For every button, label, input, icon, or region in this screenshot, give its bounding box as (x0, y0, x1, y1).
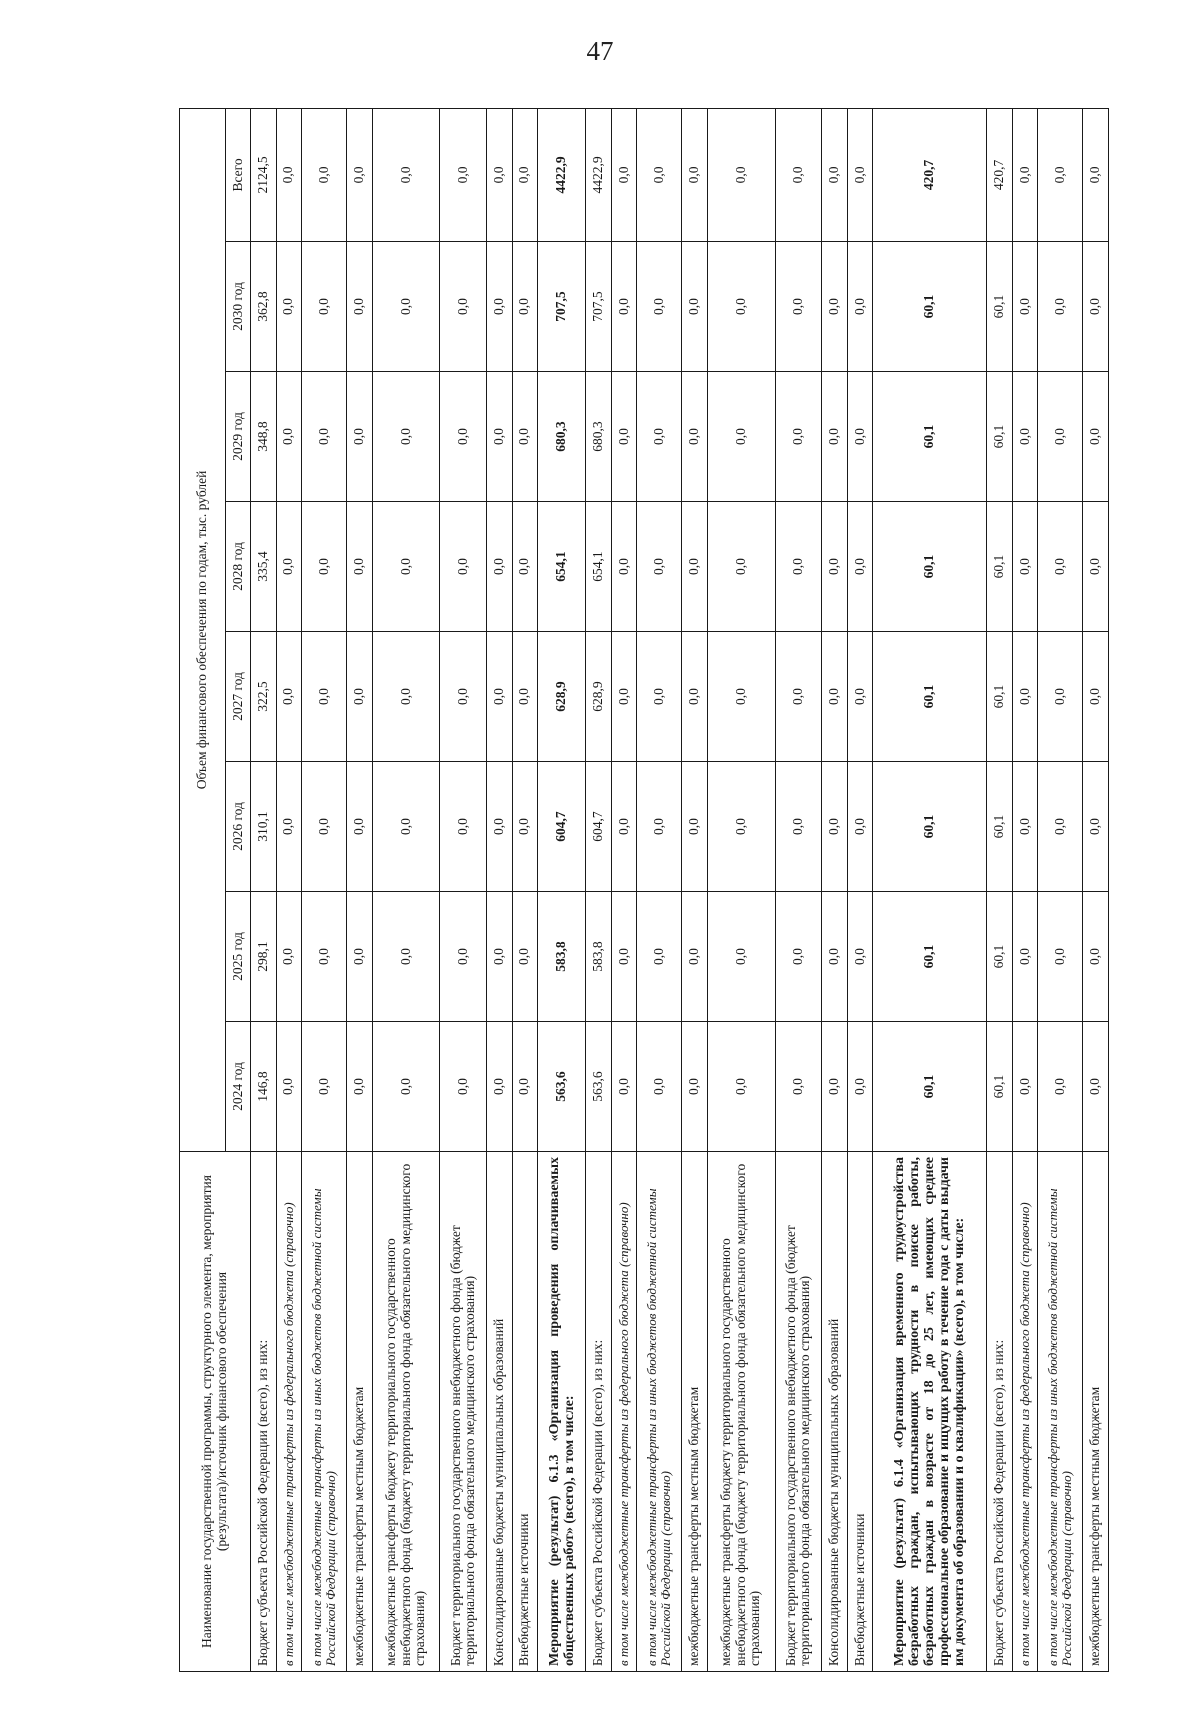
row-value: 0,0 (276, 372, 302, 502)
row-value: 0,0 (512, 892, 538, 1022)
row-value: 0,0 (637, 502, 682, 632)
row-value: 0,0 (611, 242, 637, 372)
row-value: 0,0 (440, 1022, 487, 1152)
row-value: 0,0 (707, 632, 775, 762)
row-value: 60,1 (987, 242, 1013, 372)
row-value: 0,0 (1083, 1022, 1109, 1152)
table-row (251, 108, 277, 1671)
row-value: 0,0 (682, 762, 708, 892)
row-value: 0,0 (822, 108, 848, 241)
row-value: 604,7 (538, 762, 586, 892)
row-value: 0,0 (611, 762, 637, 892)
row-value: 0,0 (611, 892, 637, 1022)
table-row (847, 108, 873, 1671)
row-value: 60,1 (873, 632, 987, 762)
row-value: 0,0 (487, 762, 513, 892)
row-value: 310,1 (251, 762, 277, 892)
row-value: 0,0 (682, 892, 708, 1022)
row-value: 0,0 (775, 892, 822, 1022)
row-value: 362,8 (251, 242, 277, 372)
row-value: 0,0 (775, 502, 822, 632)
table-row (276, 108, 302, 1671)
row-label: Консолидированные бюджеты муниципальных образований (487, 1152, 513, 1672)
table-body (251, 108, 1109, 1671)
row-value: 335,4 (251, 502, 277, 632)
header-financing-group: Объем финансового обеспечения по годам, тыс. рублей (180, 108, 226, 1151)
row-value: 0,0 (512, 1022, 538, 1152)
row-label: Бюджет субъекта Российской Федерации (всего), из них: (586, 1152, 612, 1672)
table-row (372, 108, 440, 1671)
row-value: 0,0 (487, 1022, 513, 1152)
row-value: 60,1 (987, 762, 1013, 892)
row-value: 0,0 (1038, 502, 1083, 632)
row-value: 0,0 (822, 502, 848, 632)
row-label: межбюджетные трансферты местным бюджетам (682, 1152, 708, 1672)
row-value: 583,8 (586, 892, 612, 1022)
row-value: 0,0 (637, 632, 682, 762)
row-value: 146,8 (251, 1022, 277, 1152)
row-value: 0,0 (487, 108, 513, 241)
row-value: 0,0 (372, 242, 440, 372)
row-value: 0,0 (847, 892, 873, 1022)
row-value: 0,0 (847, 762, 873, 892)
table-row (822, 108, 848, 1671)
row-value: 60,1 (873, 372, 987, 502)
row-value: 0,0 (1012, 892, 1038, 1022)
row-value: 0,0 (347, 372, 373, 502)
row-value: 0,0 (822, 892, 848, 1022)
row-value: 0,0 (302, 372, 347, 502)
row-value: 0,0 (1083, 502, 1109, 632)
row-value: 563,6 (586, 1022, 612, 1152)
row-value: 0,0 (682, 242, 708, 372)
table-row (637, 108, 682, 1671)
row-value: 0,0 (847, 242, 873, 372)
table-row (775, 108, 822, 1671)
row-value: 0,0 (1038, 108, 1083, 241)
row-value: 0,0 (440, 242, 487, 372)
table-row (1083, 108, 1109, 1671)
table-row (302, 108, 347, 1671)
row-value: 0,0 (637, 1022, 682, 1152)
row-value: 0,0 (1038, 1022, 1083, 1152)
row-value: 604,7 (586, 762, 612, 892)
row-value: 0,0 (1083, 372, 1109, 502)
row-value: 707,5 (586, 242, 612, 372)
table-row (586, 108, 612, 1671)
row-value: 0,0 (637, 892, 682, 1022)
row-value: 0,0 (372, 762, 440, 892)
header-year-0: 2024 год (226, 1022, 251, 1152)
row-label: в том числе межбюджетные трансферты из федерального бюджета (справочно) (611, 1152, 637, 1672)
table-row (987, 108, 1013, 1671)
row-value: 0,0 (440, 372, 487, 502)
row-value: 0,0 (847, 632, 873, 762)
row-value: 0,0 (512, 372, 538, 502)
rotated-table-wrapper (179, 109, 1109, 1672)
row-value: 0,0 (637, 242, 682, 372)
row-value: 0,0 (302, 1022, 347, 1152)
row-label: Бюджет субъекта Российской Федерации (всего), из них: (987, 1152, 1013, 1672)
row-label: Мероприятие (результат) 6.1.3 «Организация проведения оплачиваемых общественных работ» (всего), в том числе: (538, 1152, 586, 1672)
row-value: 0,0 (775, 108, 822, 241)
row-value: 0,0 (707, 372, 775, 502)
row-value: 0,0 (822, 632, 848, 762)
row-value: 0,0 (276, 242, 302, 372)
page-number: 47 (586, 36, 614, 66)
row-value: 0,0 (276, 1022, 302, 1152)
row-value: 0,0 (822, 372, 848, 502)
row-label: межбюджетные трансферты бюджету территориального государственного внебюджетного фонда (бюджету территориального фонда обязательного медицинского страхования) (372, 1152, 440, 1672)
row-value: 0,0 (1083, 762, 1109, 892)
row-value: 0,0 (372, 892, 440, 1022)
row-value: 0,0 (347, 632, 373, 762)
row-value: 0,0 (347, 502, 373, 632)
row-value: 0,0 (847, 372, 873, 502)
row-value: 60,1 (987, 1022, 1013, 1152)
header-year-2: 2026 год (226, 762, 251, 892)
row-value: 420,7 (873, 108, 987, 241)
row-value: 0,0 (347, 242, 373, 372)
table-row (538, 108, 586, 1671)
row-value: 0,0 (1012, 1022, 1038, 1152)
financing-table (179, 108, 1109, 1672)
row-value: 0,0 (847, 1022, 873, 1152)
row-value: 0,0 (707, 108, 775, 241)
row-value: 0,0 (822, 1022, 848, 1152)
table-row (1038, 108, 1083, 1671)
row-value: 0,0 (512, 762, 538, 892)
row-value: 0,0 (302, 242, 347, 372)
row-value: 0,0 (775, 1022, 822, 1152)
row-label: межбюджетные трансферты местным бюджетам (347, 1152, 373, 1672)
row-value: 298,1 (251, 892, 277, 1022)
table-row (873, 108, 987, 1671)
row-value: 680,3 (538, 372, 586, 502)
row-label: в том числе межбюджетные трансферты из федерального бюджета (справочно) (276, 1152, 302, 1672)
row-value: 0,0 (1083, 892, 1109, 1022)
row-value: 60,1 (873, 892, 987, 1022)
row-label: Консолидированные бюджеты муниципальных образований (822, 1152, 848, 1672)
row-value: 707,5 (538, 242, 586, 372)
row-value: 0,0 (512, 108, 538, 241)
row-value: 0,0 (707, 1022, 775, 1152)
row-value: 0,0 (440, 892, 487, 1022)
row-value: 0,0 (302, 762, 347, 892)
row-value: 60,1 (987, 892, 1013, 1022)
row-value: 0,0 (637, 372, 682, 502)
row-value: 0,0 (682, 1022, 708, 1152)
table-row (440, 108, 487, 1671)
row-value: 0,0 (682, 372, 708, 502)
row-label: Внебюджетные источники (847, 1152, 873, 1672)
row-value: 0,0 (302, 892, 347, 1022)
header-year-4: 2028 год (226, 502, 251, 632)
row-value: 0,0 (372, 108, 440, 241)
header-year-7: Всего (226, 108, 251, 241)
row-value: 0,0 (611, 632, 637, 762)
row-value: 0,0 (487, 892, 513, 1022)
row-value: 0,0 (1012, 108, 1038, 241)
row-value: 0,0 (1083, 632, 1109, 762)
row-value: 0,0 (707, 502, 775, 632)
row-value: 628,9 (586, 632, 612, 762)
header-year-1: 2025 год (226, 892, 251, 1022)
row-value: 0,0 (1012, 502, 1038, 632)
row-value: 0,0 (440, 502, 487, 632)
row-value: 4422,9 (586, 108, 612, 241)
row-value: 0,0 (302, 632, 347, 762)
row-value: 0,0 (372, 1022, 440, 1152)
row-value: 0,0 (707, 892, 775, 1022)
row-value: 0,0 (847, 502, 873, 632)
table-row (611, 108, 637, 1671)
row-value: 0,0 (372, 632, 440, 762)
row-value: 0,0 (276, 762, 302, 892)
row-label: Внебюджетные источники (512, 1152, 538, 1672)
table-row (347, 108, 373, 1671)
row-value: 0,0 (276, 892, 302, 1022)
row-value: 60,1 (873, 1022, 987, 1152)
table-row (512, 108, 538, 1671)
table-row (682, 108, 708, 1671)
row-label: в том числе межбюджетные трансферты из федерального бюджета (справочно) (1012, 1152, 1038, 1672)
row-value: 0,0 (487, 372, 513, 502)
row-value: 60,1 (873, 762, 987, 892)
row-label: межбюджетные трансферты бюджету территориального государственного внебюджетного фонда (бюджету территориального фонда обязательного медицинского страхования) (707, 1152, 775, 1672)
row-value: 0,0 (440, 108, 487, 241)
row-value: 2124,5 (251, 108, 277, 241)
header-name-column: Наименование государственной программы, структурного элемента, мероприятия (результата)/источник финансового обеспечения (180, 1152, 251, 1672)
row-value: 4422,9 (538, 108, 586, 241)
row-value: 60,1 (987, 632, 1013, 762)
row-value: 0,0 (611, 1022, 637, 1152)
row-value: 654,1 (586, 502, 612, 632)
row-value: 420,7 (987, 108, 1013, 241)
row-value: 0,0 (611, 372, 637, 502)
row-value: 0,0 (347, 1022, 373, 1152)
row-value: 0,0 (1038, 762, 1083, 892)
row-value: 0,0 (775, 242, 822, 372)
row-value: 563,6 (538, 1022, 586, 1152)
row-value: 0,0 (1038, 892, 1083, 1022)
row-value: 0,0 (347, 892, 373, 1022)
row-value: 348,8 (251, 372, 277, 502)
row-value: 0,0 (1038, 242, 1083, 372)
row-value: 0,0 (1012, 372, 1038, 502)
row-value: 60,1 (873, 242, 987, 372)
row-value: 0,0 (347, 108, 373, 241)
row-value: 0,0 (512, 502, 538, 632)
row-value: 0,0 (512, 242, 538, 372)
row-label: Бюджет субъекта Российской Федерации (всего), из них: (251, 1152, 277, 1672)
row-value: 0,0 (276, 502, 302, 632)
row-value: 60,1 (987, 502, 1013, 632)
row-label: в том числе межбюджетные трансферты из иных бюджетов бюджетной системы Российской Федерации (справочно) (637, 1152, 682, 1672)
row-value: 0,0 (611, 502, 637, 632)
table-container (179, 109, 1109, 1672)
row-label: в том числе межбюджетные трансферты из иных бюджетов бюджетной системы Российской Федерации (справочно) (302, 1152, 347, 1672)
table-row (1012, 108, 1038, 1671)
row-label: в том числе межбюджетные трансферты из иных бюджетов бюджетной системы Российской Федерации (справочно) (1038, 1152, 1083, 1672)
row-value: 0,0 (1012, 632, 1038, 762)
row-label: Бюджет территориального государственного внебюджетного фонда (бюджет территориального фонда обязательного медицинского страхования) (440, 1152, 487, 1672)
row-value: 0,0 (440, 632, 487, 762)
row-value: 0,0 (707, 762, 775, 892)
header-year-6: 2030 год (226, 242, 251, 372)
row-value: 0,0 (276, 632, 302, 762)
row-value: 654,1 (538, 502, 586, 632)
row-value: 0,0 (1083, 242, 1109, 372)
row-value: 0,0 (822, 762, 848, 892)
row-value: 60,1 (873, 502, 987, 632)
row-value: 0,0 (512, 632, 538, 762)
row-value: 0,0 (1012, 762, 1038, 892)
row-value: 0,0 (487, 502, 513, 632)
row-value: 0,0 (1038, 632, 1083, 762)
row-value: 0,0 (1038, 372, 1083, 502)
row-value: 0,0 (775, 762, 822, 892)
row-value: 0,0 (707, 242, 775, 372)
row-label: Мероприятие (результат) 6.1.4 «Организация временного трудоустройства безработных граждан, испытывающих трудности в поиске работы, безработных граждан в возрасте от 18 до 25 лет, имеющих среднее профессиональное образование и ищущих работу в течение года с даты выдачи им документа об образовании и о квалификации» (всего), в том числе: (873, 1152, 987, 1672)
row-value: 0,0 (1083, 108, 1109, 241)
row-value: 0,0 (637, 762, 682, 892)
row-value: 0,0 (682, 632, 708, 762)
row-label: Бюджет территориального государственного внебюджетного фонда (бюджет территориального фонда обязательного медицинского страхования) (775, 1152, 822, 1672)
row-value: 0,0 (682, 108, 708, 241)
row-value: 0,0 (302, 502, 347, 632)
header-year-5: 2029 год (226, 372, 251, 502)
header-year-3: 2027 год (226, 632, 251, 762)
row-value: 628,9 (538, 632, 586, 762)
table-row (707, 108, 775, 1671)
row-value: 0,0 (637, 108, 682, 241)
row-value: 60,1 (987, 372, 1013, 502)
row-value: 0,0 (822, 242, 848, 372)
row-value: 583,8 (538, 892, 586, 1022)
row-value: 0,0 (1012, 242, 1038, 372)
row-value: 0,0 (487, 242, 513, 372)
row-value: 0,0 (847, 108, 873, 241)
row-value: 0,0 (440, 762, 487, 892)
row-value: 0,0 (611, 108, 637, 241)
row-value: 0,0 (487, 632, 513, 762)
row-label: межбюджетные трансферты местным бюджетам (1083, 1152, 1109, 1672)
row-value: 0,0 (682, 502, 708, 632)
row-value: 0,0 (775, 372, 822, 502)
table-row (487, 108, 513, 1671)
row-value: 0,0 (372, 502, 440, 632)
row-value: 0,0 (276, 108, 302, 241)
row-value: 0,0 (775, 632, 822, 762)
row-value: 0,0 (302, 108, 347, 241)
row-value: 680,3 (586, 372, 612, 502)
row-value: 0,0 (347, 762, 373, 892)
row-value: 0,0 (372, 372, 440, 502)
row-value: 322,5 (251, 632, 277, 762)
